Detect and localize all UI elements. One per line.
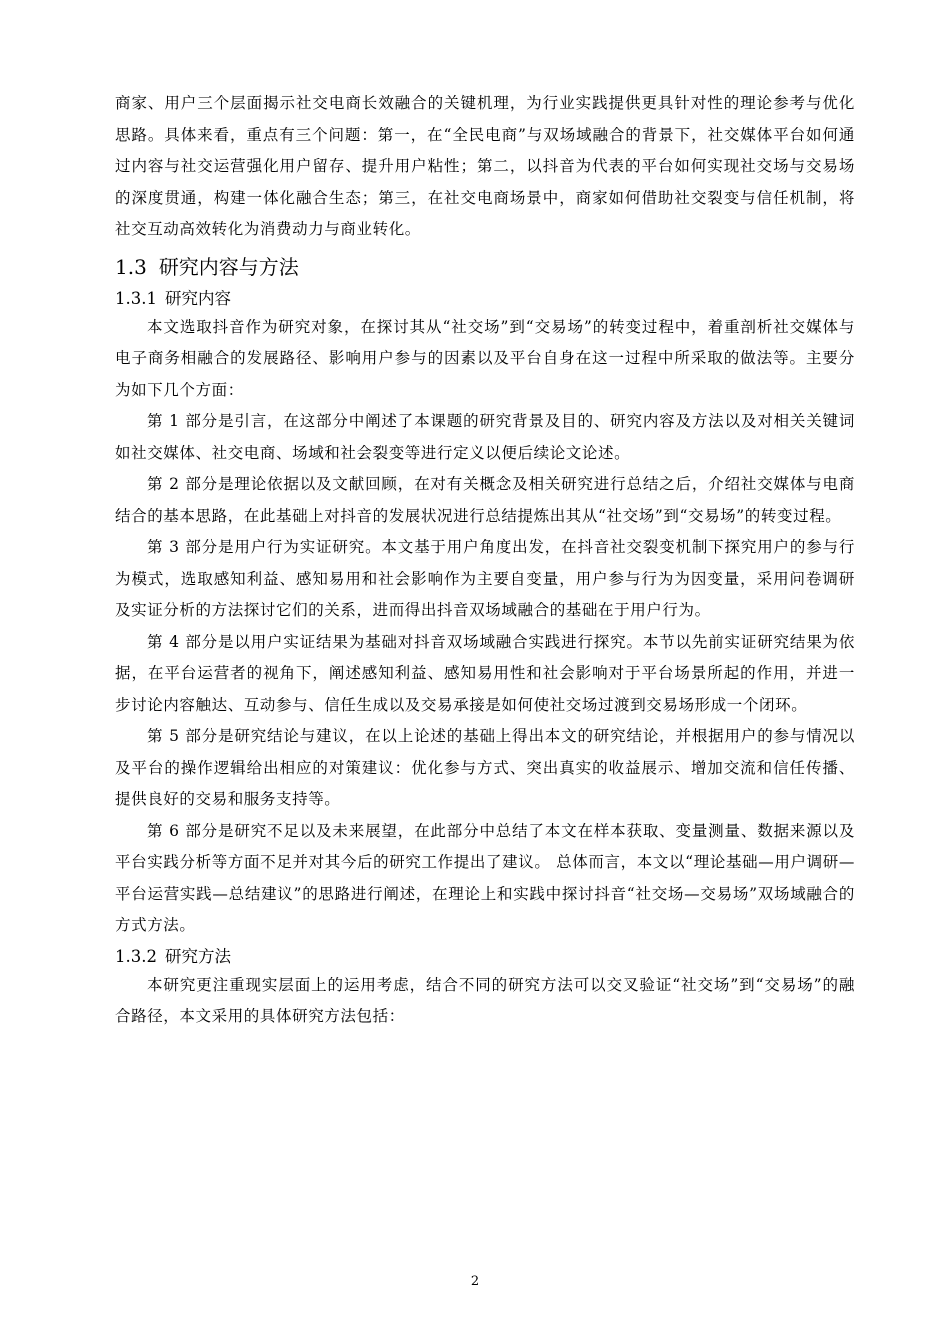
section-number: 1.3 — [115, 254, 147, 279]
page-body — [115, 88, 855, 1033]
content-paragraph: 第 1 部分是引言，在这部分中阐述了本课题的研究背景及目的、研究内容及方法以及对相关关键词如社交媒体、社交电商、场域和社会裂变等进行定义以便后续论文论述。 — [115, 412, 855, 462]
page-number: 2 — [470, 1274, 480, 1289]
section-title: 研究内容与方法 — [158, 254, 299, 279]
subsection-heading-content — [115, 286, 855, 312]
subsection-title: 研究方法 — [164, 946, 231, 966]
content-paragraph: 第 5 部分是研究结论与建议，在以上论述的基础上得出本文的研究结论，并根据用户的参与情况以及平台的操作逻辑给出相应的对策建议：优化参与方式、突出真实的收益展示、增加交流和信任传播、提供良好的交易和服务支持等。 — [115, 727, 855, 808]
method-paragraph: 本研究更注重现实层面上的运用考虑，结合不同的研究方法可以交叉验证“社交场”到“交易场”的融合路径，本文采用的具体研究方法包括： — [115, 975, 855, 1025]
subsection-number: 1.3.2 — [115, 946, 157, 966]
content-paragraph: 第 6 部分是研究不足以及未来展望，在此部分中总结了本文在样本获取、变量测量、数据来源以及平台实践分析等方面不足并对其今后的研究工作提出了建议。 总体而言，本文以“理论基础—用户调研—平台运营实践—总结建议”的思路进行阐述，在理论上和实践中探讨抖音“社交场—交易场”双场域融合的方式方法。 — [115, 821, 855, 934]
content-paragraph: 第 3 部分是用户行为实证研究。本文基于用户角度出发，在抖音社交裂变机制下探究用户的参与行为模式，选取感知利益、感知易用和社会影响作为主要自变量，用户参与行为为因变量，采用问卷调研及实证分析的方法探讨它们的关系，进而得出抖音双场域融合的基础在于用户行为。 — [115, 538, 855, 619]
subsection-heading-method — [115, 944, 855, 970]
content-paragraph: 第 4 部分是以用户实证结果为基础对抖音双场域融合实践进行探究。本节以先前实证研究结果为依据，在平台运营者的视角下，阐述感知利益、感知易用性和社会影响对于平台场景所起的作用，并进一步讨论内容触达、互动参与、信任生成以及交易承接是如何使社交场过渡到交易场形成一个闭环。 — [115, 632, 855, 714]
subsection-number: 1.3.1 — [115, 288, 157, 308]
section-heading — [115, 252, 855, 282]
subsection-title: 研究内容 — [164, 288, 231, 308]
content-paragraph: 本文选取抖音作为研究对象，在探讨其从“社交场”到“交易场”的转变过程中，着重剖析社交媒体与电子商务相融合的发展路径、影响用户参与的因素以及平台自身在这一过程中所采取的做法等。主要分为如下几个方面： — [115, 317, 855, 399]
content-paragraph: 第 2 部分是理论依据以及文献回顾，在对有关概念及相关研究进行总结之后，介绍社交媒体与电商结合的基本思路，在此基础上对抖音的发展状况进行总结提炼出其从“社交场”到“交易场”的转变过程。 — [115, 475, 855, 525]
intro-paragraph: 商家、用户三个层面揭示社交电商长效融合的关键机理，为行业实践提供更具针对性的理论参考与优化思路。具体来看，重点有三个问题：第一，在“全民电商”与双场域融合的背景下，社交媒体平台如何通过内容与社交运营强化用户留存、提升用户粘性；第二，以抖音为代表的平台如何实现社交场与交易场的深度贯通，构建一体化融合生态；第三，在社交电商场景中，商家如何借助社交裂变与信任机制，将社交互动高效转化为消费动力与商业转化。 — [115, 94, 855, 238]
